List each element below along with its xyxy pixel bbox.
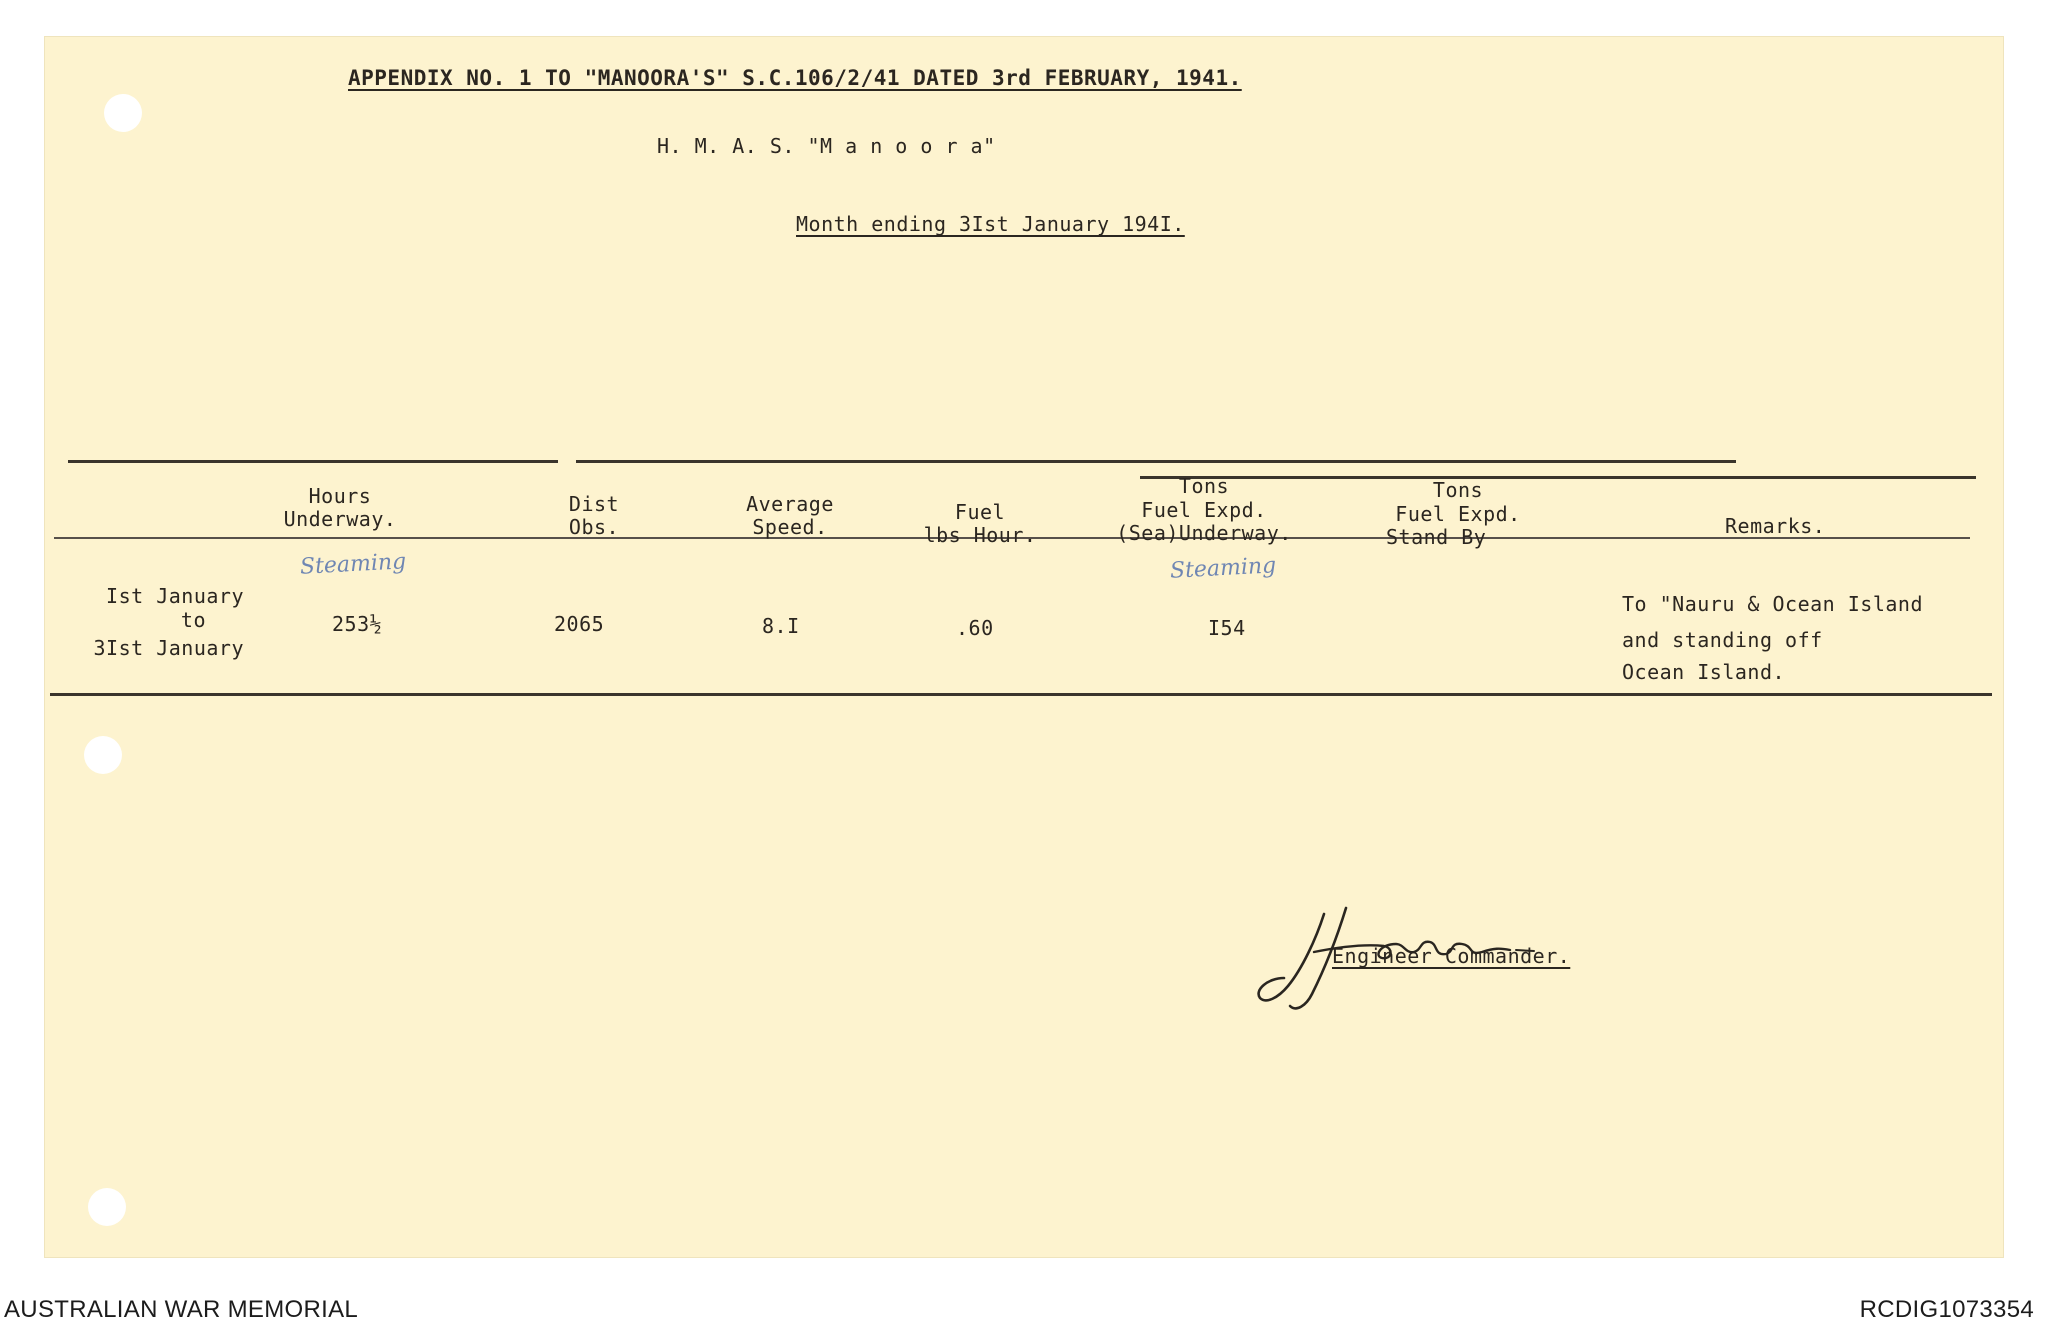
handwritten-note: Steaming <box>299 549 407 580</box>
period-to: to <box>180 608 206 632</box>
period-start: Ist January <box>106 584 244 608</box>
ship-name: H. M. A. S. "M a n o o r a" <box>657 134 996 158</box>
col-tons-underway-line2: Fuel Expd. <box>1141 498 1267 522</box>
col-hours-line1: Hours <box>308 484 372 508</box>
handwritten-note: Steaming <box>1169 553 1277 584</box>
col-tons-underway-line3: (Sea)Underway. <box>1116 521 1292 545</box>
hours-underway-value: 253½ <box>332 612 383 636</box>
punch-hole <box>88 1188 126 1226</box>
punch-hole <box>104 94 142 132</box>
remarks-line-3: Ocean Island. <box>1622 660 1786 684</box>
archive-credit: AUSTRALIAN WAR MEMORIAL <box>4 1296 359 1323</box>
archive-reference: RCDIG1073354 <box>1859 1296 2034 1323</box>
table-top-rule <box>576 460 1736 463</box>
tons-underway-value: I54 <box>1208 616 1246 640</box>
col-remarks: Remarks. <box>1725 514 1826 538</box>
col-tons-standby-line2: Fuel Expd. <box>1395 502 1521 526</box>
col-fuel-line1: Fuel <box>954 500 1006 524</box>
fuel-lbs-hour-value: .60 <box>956 616 994 640</box>
signature-title: Engineer Commander. <box>1332 944 1571 968</box>
average-speed-value: 8.I <box>762 614 800 638</box>
punch-hole <box>84 736 122 774</box>
document-page <box>44 36 2004 1258</box>
col-hours-line2: Underway. <box>283 507 397 531</box>
col-speed-line1: Average <box>746 492 834 516</box>
col-dist-line1: Dist <box>568 492 620 516</box>
col-fuel-line2: lbs Hour. <box>923 523 1037 547</box>
appendix-heading: APPENDIX NO. 1 TO "MANOORA'S" S.C.106/2/41 DATED 3rd FEBRUARY, 1941. <box>348 66 1242 90</box>
table-bottom-rule <box>50 693 1992 696</box>
dist-obs-value: 2065 <box>554 612 605 636</box>
remarks-line-2: and standing off <box>1622 628 1823 652</box>
col-tons-underway-line1: Tons <box>1178 474 1230 498</box>
col-dist-line2: Obs. <box>568 515 620 539</box>
remarks-line-1: To "Nauru & Ocean Island <box>1622 592 1923 616</box>
period-end: 3Ist January <box>93 636 244 660</box>
month-ending: Month ending 3Ist January 194I. <box>796 212 1185 236</box>
col-tons-standby-line1: Tons <box>1432 478 1484 502</box>
col-tons-standby-line3: Stand By <box>1386 525 1487 549</box>
col-speed-line2: Speed. <box>752 515 828 539</box>
table-top-rule <box>68 460 558 463</box>
